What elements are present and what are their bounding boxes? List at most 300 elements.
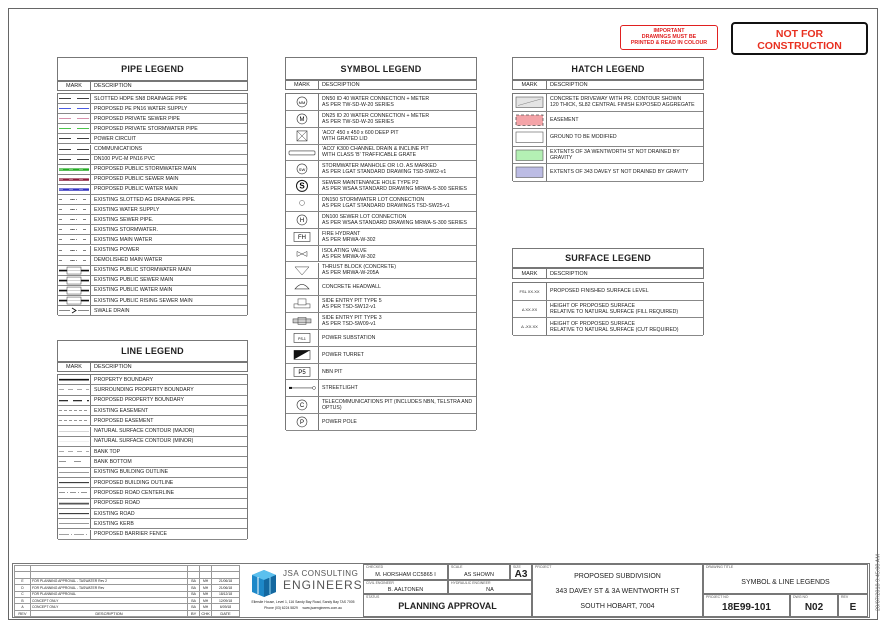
- company-name: JSA CONSULTING: [283, 569, 359, 578]
- field-label: PROJECT: [535, 565, 552, 569]
- description-line: SLOTTED HDPE SN8 DRAINAGE PIPE: [94, 95, 188, 102]
- revision-date: 21/06/18: [212, 585, 240, 591]
- field-value: AS SHOWN: [464, 572, 494, 578]
- legend-description: [91, 104, 187, 113]
- svg-text:P: P: [300, 420, 304, 427]
- revision-by: BA: [188, 597, 200, 603]
- legend-description: [91, 175, 178, 184]
- legend-description: [319, 229, 376, 245]
- valve-icon: [286, 246, 318, 262]
- description-line: AS PER WSAA STANDARD DRAWING MRWA-S-300 SERIES: [322, 219, 467, 226]
- legend-rows: [285, 93, 477, 430]
- description-line: EXTENTS OF 343 DAVEY ST NOT DRAINED BY GRAVITY: [550, 169, 689, 176]
- legend-mark: [286, 263, 319, 279]
- legend-description: [319, 279, 381, 295]
- legend-description: [319, 94, 429, 110]
- legend-mark: [58, 155, 91, 164]
- company-name: ENGINEERS: [283, 578, 363, 592]
- not-for-construction-stamp: [731, 22, 868, 55]
- surface-mark-text: Δ -XX.XX: [521, 324, 538, 330]
- legend-description: [91, 94, 187, 103]
- legend-row: [513, 94, 703, 112]
- description-line: PROPOSED BUILDING OUTLINE: [94, 479, 174, 486]
- description-line: EXISTING STORMWATER.: [94, 226, 158, 233]
- legend-description: [91, 519, 134, 528]
- medium-icon: [58, 509, 90, 518]
- legend-row: [286, 414, 476, 431]
- field-value: B. AALTONEN: [387, 587, 424, 593]
- legend-description: [91, 205, 159, 214]
- description-line: EXISTING ROAD: [94, 510, 135, 517]
- dash-long-icon: [58, 396, 90, 405]
- field-label: DRAWING TITLE: [706, 565, 734, 569]
- legend-row: [58, 509, 247, 519]
- description-line: AS PER TSD-SW12-v1: [322, 304, 376, 311]
- legend-description: [547, 147, 680, 164]
- stamp-line: CONSTRUCTION: [757, 39, 842, 52]
- description-line: WITH GRATED LID: [322, 135, 368, 142]
- circle-text-icon: [286, 397, 318, 413]
- legend-row: [286, 330, 476, 347]
- description-line: CONCRETE HEADWALL: [322, 284, 381, 291]
- legend-row: [58, 375, 247, 385]
- description-line: STREETLIGHT: [322, 385, 358, 392]
- legend-row: [286, 380, 476, 397]
- legend-mark: [513, 164, 547, 181]
- legend-header-row: [57, 81, 248, 91]
- legend-row: [513, 129, 703, 147]
- legend-mark: [58, 124, 91, 133]
- legend-description: [319, 145, 429, 161]
- description-line: DN100 PVC-M PN16 PVC: [94, 156, 155, 163]
- legend-title: SYMBOL LEGEND: [285, 57, 477, 80]
- revision-rev: B: [15, 597, 31, 603]
- legend-description: [91, 427, 194, 436]
- legend-mark: [58, 104, 91, 113]
- civil-engineer-field: [363, 580, 448, 594]
- legend-mark: [58, 530, 91, 539]
- legend-title: SURFACE LEGEND: [512, 248, 704, 268]
- legend-description: [91, 266, 191, 275]
- description-line: AS PER MRWA-W-302: [322, 236, 376, 243]
- headwall-icon: [286, 279, 318, 295]
- description-line: THRUST BLOCK (CONCRETE): [322, 264, 396, 271]
- legend-description: [547, 283, 649, 300]
- thin-icon: [58, 94, 90, 103]
- description-line: POWER TURRET: [322, 351, 364, 358]
- hydraulic-engineer-field: [448, 580, 532, 594]
- description-line: 'ACO' K300 CHANNEL DRAIN & INCLINE PIT: [322, 146, 429, 153]
- turret-icon: [286, 347, 318, 363]
- circle-text-icon: [286, 111, 318, 127]
- legend-row: [58, 296, 247, 306]
- description-line: SEWER MAINTENANCE HOLE TYPE P2: [322, 180, 419, 187]
- revision-date: 21/06/18: [212, 578, 240, 584]
- legend-row: [58, 385, 247, 395]
- thick-icon: [58, 185, 90, 194]
- diag-icon: [513, 94, 546, 111]
- description-line: AS PER WSAA STANDARD DRAWING MRWA-S-300 SERIES: [322, 186, 467, 193]
- light-icon: [58, 427, 90, 436]
- thin-icon: [58, 145, 90, 154]
- field-value: N02: [804, 602, 824, 613]
- field-value: 18E99-101: [722, 602, 771, 613]
- legend-row: [286, 313, 476, 330]
- legend-mark: [286, 161, 319, 177]
- dash-wide-icon: [58, 457, 90, 466]
- thin-icon: [58, 155, 90, 164]
- description-column-header: DESCRIPTION: [550, 270, 588, 277]
- legend-description: [91, 165, 196, 174]
- description-line: PROPOSED EASEMENT: [94, 417, 154, 424]
- existing-icon: [58, 246, 90, 255]
- field-label: SCALE: [451, 565, 463, 569]
- legend-description: [319, 111, 429, 127]
- legend-description: [319, 330, 375, 346]
- legend-mark: [58, 185, 91, 194]
- legend-description: [91, 256, 162, 265]
- description-line: AS PER LGAT STANDARD DRAWINGS TSD-SW25-v1: [322, 203, 450, 210]
- revision-description: FOR PLANNING APPROVAL: [30, 591, 187, 597]
- legend-mark: [58, 246, 91, 255]
- surface-mark-text: FSL XX.XX: [519, 288, 540, 294]
- legend-mark: [58, 205, 91, 214]
- existing-icon: [58, 225, 90, 234]
- legend-mark: [58, 437, 91, 446]
- legend-description: [319, 195, 450, 211]
- legend-row: [58, 396, 247, 406]
- hatch-legend: [512, 57, 704, 181]
- field-value: M. HORSHAM CC5865 I: [375, 572, 436, 578]
- legend-description: [91, 155, 155, 164]
- legend-row: [286, 364, 476, 381]
- plot-timestamp: 20/07/2018 9:45:08 AM: [875, 554, 882, 611]
- description-line: PROPOSED PUBLIC SEWER MAIN: [94, 176, 179, 183]
- legend-description: [319, 414, 357, 430]
- revision-description: CONCEPT ONLY: [30, 597, 187, 603]
- dash-short-icon: [58, 416, 90, 425]
- legend-header-row: [57, 362, 248, 372]
- field-label: CHECKED: [366, 565, 384, 569]
- surface-mark-text: Δ XX.XX: [521, 306, 538, 312]
- legend-mark: [58, 427, 91, 436]
- legend-description: [91, 225, 158, 234]
- legend-description: [319, 161, 446, 177]
- legend-header-row: [285, 80, 477, 90]
- existing-icon: [58, 195, 90, 204]
- mark-column-header: MARK: [58, 363, 91, 371]
- legend-row: [58, 427, 247, 437]
- description-line: EXISTING PUBLIC SEWER MAIN: [94, 277, 174, 284]
- legend-row: [58, 437, 247, 447]
- description-line: AS PER TW-SD-W-20 SERIES: [322, 118, 394, 125]
- field-label: STATUS: [366, 595, 380, 599]
- legend-header-row: [512, 80, 704, 90]
- legend-description: [91, 447, 120, 456]
- description-line: AS PER TSD-SW09-v1: [322, 320, 376, 327]
- legend-row: [513, 147, 703, 165]
- legend-description: [91, 385, 194, 394]
- legend-row: [58, 468, 247, 478]
- description-line: DN100 SEWER LOT CONNECTION: [322, 213, 407, 220]
- description-line: CONCRETE DRIVEWAY WITH PR. CONTOUR SHOWN: [550, 96, 682, 103]
- thick-icon: [58, 175, 90, 184]
- circle-text-icon: [286, 414, 318, 430]
- description-line: PROPOSED PE PN16 WATER SUPPLY: [94, 105, 188, 112]
- legend-rows: [57, 93, 248, 315]
- revision-rev: E: [15, 578, 31, 584]
- thin-icon: [58, 124, 90, 133]
- legend-row: [58, 124, 247, 134]
- legend-description: [319, 296, 382, 312]
- revision-header-by: BY: [188, 610, 200, 616]
- field-label: DWG NO: [793, 595, 808, 599]
- field-label: PROJECT NO: [706, 595, 729, 599]
- circle-text-icon: [286, 161, 318, 177]
- legend-mark: [58, 468, 91, 477]
- description-column-header: DESCRIPTION: [322, 82, 360, 88]
- description-line: DN50 ID 40 WATER CONNECTION + METER: [322, 95, 430, 102]
- description-line: POWER POLE: [322, 419, 357, 426]
- description-line: EXISTING PUBLIC STORMWATER MAIN: [94, 267, 192, 274]
- legend-row: [513, 283, 703, 301]
- legend-row: [58, 155, 247, 165]
- legend-row: [58, 457, 247, 467]
- description-line: GROUND TO BE MODIFIED: [550, 134, 617, 141]
- legend-row: [58, 175, 247, 185]
- legend-description: [547, 94, 695, 111]
- revision-by: BA: [188, 591, 200, 597]
- legend-mark: [58, 215, 91, 224]
- legend-description: [91, 195, 195, 204]
- legend-mark: [58, 134, 91, 143]
- description-line: SWALE DRAIN: [94, 307, 130, 314]
- legend-description: [91, 246, 139, 255]
- legend-mark: [286, 229, 319, 245]
- legend-row: [58, 205, 247, 215]
- description-line: PROPOSED PUBLIC WATER MAIN: [94, 186, 178, 193]
- sep3-icon: [286, 313, 318, 329]
- plain-icon: [513, 129, 546, 146]
- description-line: PROPOSED PRIVATE SEWER PIPE: [94, 115, 180, 122]
- legend-description: [547, 112, 579, 129]
- legend-row: [58, 478, 247, 488]
- legend-row: [58, 530, 247, 540]
- description-line: STORMWATER MANHOLE OR I.O. AS MARKED: [322, 163, 437, 170]
- box-icon: [58, 296, 90, 305]
- description-column-header: DESCRIPTION: [550, 82, 588, 88]
- important-line: PRINTED & READ IN COLOUR: [630, 40, 708, 47]
- revision-date: 12/09/18: [212, 597, 240, 603]
- description-line: EXISTING BUILDING OUTLINE: [94, 469, 169, 476]
- legend-description: [547, 129, 617, 146]
- revision-header-row: [15, 610, 240, 616]
- description-line: EXISTING PUBLIC RISING SEWER MAIN: [94, 297, 193, 304]
- plain-icon: [513, 164, 546, 181]
- drawing-title-field: [703, 564, 868, 594]
- revision-chk: MH: [200, 604, 212, 610]
- legend-row: [513, 112, 703, 130]
- legend-mark: [58, 266, 91, 275]
- revision-description: FOR PLANNING APPROVAL - TASWATER Rev: [30, 585, 187, 591]
- legend-row: [286, 195, 476, 212]
- field-label: REV: [841, 595, 849, 599]
- legend-description: [91, 396, 184, 405]
- legend-row: [58, 488, 247, 498]
- legend-description: [91, 457, 132, 466]
- legend-row: [58, 519, 247, 529]
- legend-row: [58, 447, 247, 457]
- triangle-icon: [286, 263, 318, 279]
- description-line: EXISTING WATER SUPPLY: [94, 206, 160, 213]
- medium-icon: [58, 478, 90, 487]
- existing-icon: [58, 215, 90, 224]
- description-line: 'ACO' 450 x 450 x 600 DEEP PIT: [322, 129, 399, 136]
- description-line: PROPOSED PRIVATE STORMWATER PIPE: [94, 125, 198, 132]
- legend-row: [58, 104, 247, 114]
- box-text-icon: [286, 229, 318, 245]
- legend-description: [319, 313, 382, 329]
- revision-chk: MH: [200, 578, 212, 584]
- pipe-legend: [57, 57, 248, 315]
- legend-row: [58, 185, 247, 195]
- legend-mark: [286, 380, 319, 396]
- field-label: HYDRAULIC ENGINEER: [451, 581, 491, 585]
- description-line: PROPOSED ROAD CENTERLINE: [94, 489, 175, 496]
- legend-row: [58, 114, 247, 124]
- legend-rows: [57, 374, 248, 539]
- legend-mark: [58, 94, 91, 103]
- svg-text:P5: P5: [298, 369, 306, 376]
- description-line: RELATIVE TO NATURAL SURFACE (CUT REQUIRED): [550, 326, 679, 333]
- streetlight-icon: [286, 380, 318, 396]
- legend-description: [319, 263, 396, 279]
- circle-text-icon: [286, 212, 318, 228]
- description-line: OPTUS): [322, 405, 342, 412]
- scale-field: [448, 564, 510, 580]
- legend-mark: [513, 318, 547, 335]
- project-line: SOUTH HOBART, 7004: [580, 603, 655, 610]
- description-line: EXTENTS OF 3A WENTWORTH ST NOT DRAINED BY: [550, 148, 680, 155]
- field-label: CIVIL ENGINEER: [366, 581, 394, 585]
- description-line: 120 THICK, SL82 CENTRAL FINISH EXPOSED AGGREGATE: [550, 102, 695, 109]
- legend-mark: [286, 145, 319, 161]
- field-value: A3: [514, 569, 528, 580]
- revision-by: BA: [188, 578, 200, 584]
- legend-mark: [286, 111, 319, 127]
- revision-by: BA: [188, 585, 200, 591]
- legend-row: [286, 397, 476, 414]
- description-line: SURROUNDING PROPERTY BOUNDARY: [94, 386, 194, 393]
- symbol-legend: [285, 57, 477, 430]
- description-line: DEMOLISHED MAIN WATER: [94, 257, 163, 264]
- revision-by: BA: [188, 604, 200, 610]
- circle-bold-icon: [286, 178, 318, 194]
- small-circle-icon: [286, 195, 318, 211]
- legend-description: [91, 286, 172, 295]
- legend-mark: [286, 364, 319, 380]
- legend-mark: [513, 301, 547, 318]
- legend-row: [58, 276, 247, 286]
- legend-row: [286, 94, 476, 111]
- description-line: EXISTING MAIN WATER: [94, 236, 153, 243]
- legend-description: [91, 478, 173, 487]
- legend-mark: [513, 283, 547, 300]
- legend-mark: [58, 416, 91, 425]
- thick-icon: [58, 165, 90, 174]
- channel-icon: [286, 145, 318, 161]
- field-label: SIZE: [513, 564, 521, 569]
- description-line: BANK BOTTOM: [94, 459, 132, 466]
- description-line: AS PER TW-SD-W-20 SERIES: [322, 101, 394, 108]
- revision-chk: MH: [200, 585, 212, 591]
- revision-header-description: DESCRIPTION: [30, 610, 187, 616]
- legend-row: [286, 246, 476, 263]
- important-notice: [620, 25, 718, 50]
- description-line: POWER SUBSTATION: [322, 334, 376, 341]
- description-line: WITH CLASS 'B' TRAFFICABLE GRATE: [322, 152, 417, 159]
- field-value: PLANNING APPROVAL: [398, 601, 497, 611]
- legend-description: [91, 375, 153, 384]
- legend-row: [58, 499, 247, 509]
- existing-icon: [58, 235, 90, 244]
- legend-mark: [286, 195, 319, 211]
- svg-text:C: C: [299, 403, 305, 410]
- revision-header-chk: CHK: [201, 610, 210, 616]
- description-line: DN150 STORMWATER LOT CONNECTION: [322, 197, 425, 204]
- fence-icon: [58, 530, 90, 539]
- important-line: DRAWINGS MUST BE: [641, 33, 697, 40]
- legend-row: [286, 229, 476, 246]
- legend-row: [58, 195, 247, 205]
- project-no-field: [703, 594, 790, 617]
- legend-description: [91, 296, 193, 305]
- description-line: PROPOSED ROAD: [94, 500, 140, 507]
- legend-row: [286, 212, 476, 229]
- legend-description: [319, 380, 358, 396]
- legend-description: [91, 468, 168, 477]
- legend-row: [286, 263, 476, 280]
- legend-description: [319, 178, 467, 194]
- legend-description: [91, 185, 178, 194]
- svg-text:PS-1: PS-1: [298, 336, 306, 341]
- legend-mark: [513, 94, 547, 111]
- description-line: EXISTING SLOTTED AG DRAINAGE PIPE.: [94, 196, 196, 203]
- description-line: HEIGHT OF PROPOSED SURFACE: [550, 320, 635, 327]
- description-line: NATURAL SURFACE CONTOUR (MINOR): [94, 438, 194, 445]
- legend-row: [286, 128, 476, 145]
- dash-grey-icon: [58, 447, 90, 456]
- legend-description: [91, 134, 136, 143]
- line-legend: [57, 340, 248, 539]
- legend-row: [58, 145, 247, 155]
- description-column-header: DESCRIPTION: [94, 364, 132, 370]
- important-line: IMPORTANT: [653, 27, 685, 34]
- description-line: DN25 ID 20 WATER CONNECTION + METER: [322, 112, 430, 119]
- description-line: EASEMENT: [550, 116, 579, 123]
- dash-short-icon: [58, 406, 90, 415]
- svg-text:H: H: [299, 217, 305, 224]
- mark-column-header: MARK: [58, 82, 91, 90]
- legend-mark: [58, 457, 91, 466]
- legend-mark: [58, 375, 91, 384]
- thin-icon: [58, 519, 90, 528]
- description-line: EXISTING POWER: [94, 247, 140, 254]
- legend-description: [91, 488, 174, 497]
- revision-description: CONCEPT ONLY: [30, 604, 187, 610]
- legend-description: [91, 276, 173, 285]
- description-line: FIRE HYDRANT: [322, 230, 361, 237]
